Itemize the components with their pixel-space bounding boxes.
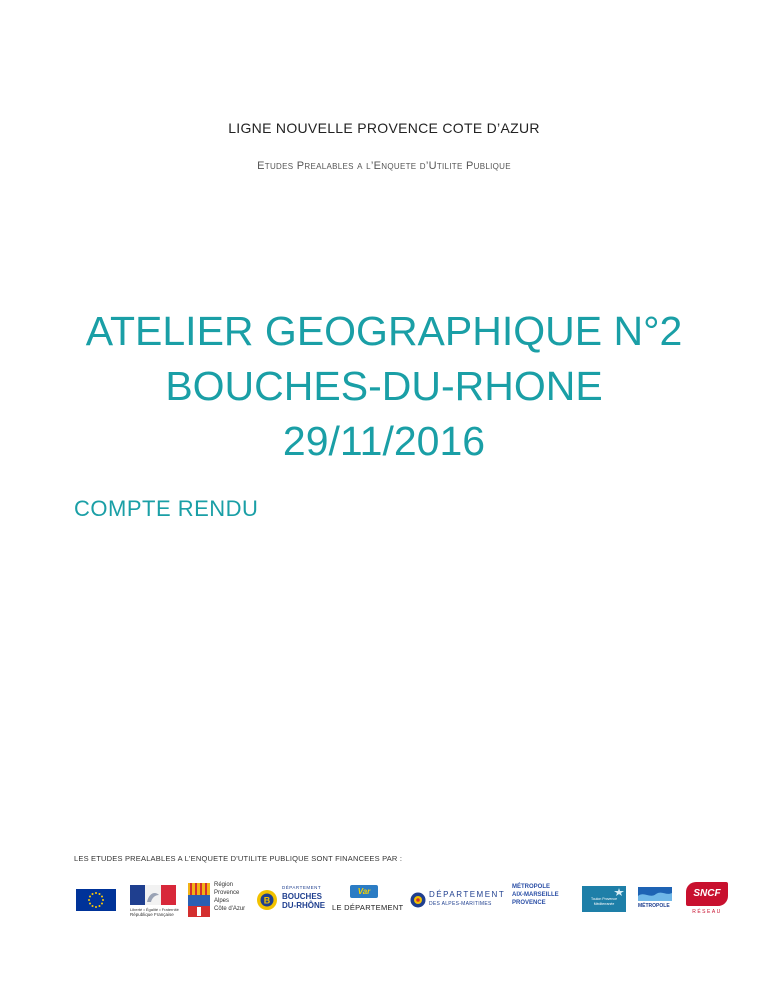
amp-line-2: AIX-MARSEILLE	[512, 892, 559, 898]
var-departement-logo	[332, 880, 402, 920]
alpes-maritimes-logo	[410, 880, 506, 920]
var-label: LE DÉPARTEMENT	[332, 903, 404, 912]
financing-note: LES ETUDES PREALABLES A L'ENQUETE D'UTILITE PUBLIQUE SONT FINANCEES PAR :	[74, 854, 403, 863]
bdr-label-line2: DU-RHÔNE	[282, 901, 326, 910]
republique-motto: Liberté • Égalité • Fraternité	[130, 907, 179, 912]
metropole-tpm-logo	[582, 880, 628, 920]
amp-line-3: PROVENCE	[512, 900, 546, 906]
title-line-workshop: ATELIER GEOGRAPHIQUE N°2	[85, 308, 683, 354]
region-paca-logo	[188, 880, 248, 920]
document-title	[0, 304, 768, 469]
sncf-reseau-label: RÉSEAU	[692, 909, 722, 915]
region-paca-icon	[188, 883, 210, 917]
republique-name: République Française	[130, 912, 174, 917]
region-line-3: Alpes	[214, 898, 230, 904]
region-line-2: Provence	[214, 890, 240, 896]
sncf-badge: SNCF	[686, 882, 728, 906]
eu-flag-logo	[76, 889, 116, 911]
title-line-date: 29/11/2016	[282, 418, 486, 464]
document-type: COMPTE RENDU	[74, 496, 259, 521]
sncf-reseau-logo	[686, 880, 732, 920]
region-line-1: Région	[214, 882, 234, 888]
am-label-line2: DES ALPES-MARITIMES	[429, 901, 492, 907]
metropole-nca-logo	[638, 880, 678, 920]
region-line-4: Côte d'Azur	[214, 906, 246, 912]
bdr-label-small: DÉPARTEMENT	[282, 885, 322, 890]
tpm-star-icon	[614, 888, 624, 896]
republique-francaise-logo	[128, 880, 178, 920]
tpm-label: Toulon Provence Méditerranée	[590, 897, 618, 906]
bdr-label-line1: BOUCHES	[282, 892, 323, 901]
project-subtitle: Etudes Prealables a l’Enquete d’Utilite Publique	[257, 160, 511, 172]
amp-line-1: MÉTROPOLE	[512, 884, 551, 890]
tpm-badge	[582, 886, 626, 912]
bouches-du-rhone-logo	[256, 880, 326, 920]
nca-label: MÉTROPOLE	[638, 903, 670, 909]
svg-text:B: B	[263, 895, 271, 906]
alpes-maritimes-icon	[410, 892, 426, 908]
var-badge: Var	[350, 885, 378, 898]
funder-logos	[74, 880, 734, 920]
metropole-amp-logo	[512, 880, 576, 920]
nca-wave-icon	[638, 887, 672, 901]
eu-flag-icon	[76, 889, 116, 911]
am-label-line1: DÉPARTEMENT	[429, 890, 506, 899]
project-title: LIGNE NOUVELLE PROVENCE COTE D’AZUR	[228, 120, 540, 136]
marianne-icon	[130, 885, 176, 905]
bdr-emblem-icon	[256, 889, 278, 911]
title-line-department: BOUCHES-DU-RHONE	[165, 363, 603, 409]
